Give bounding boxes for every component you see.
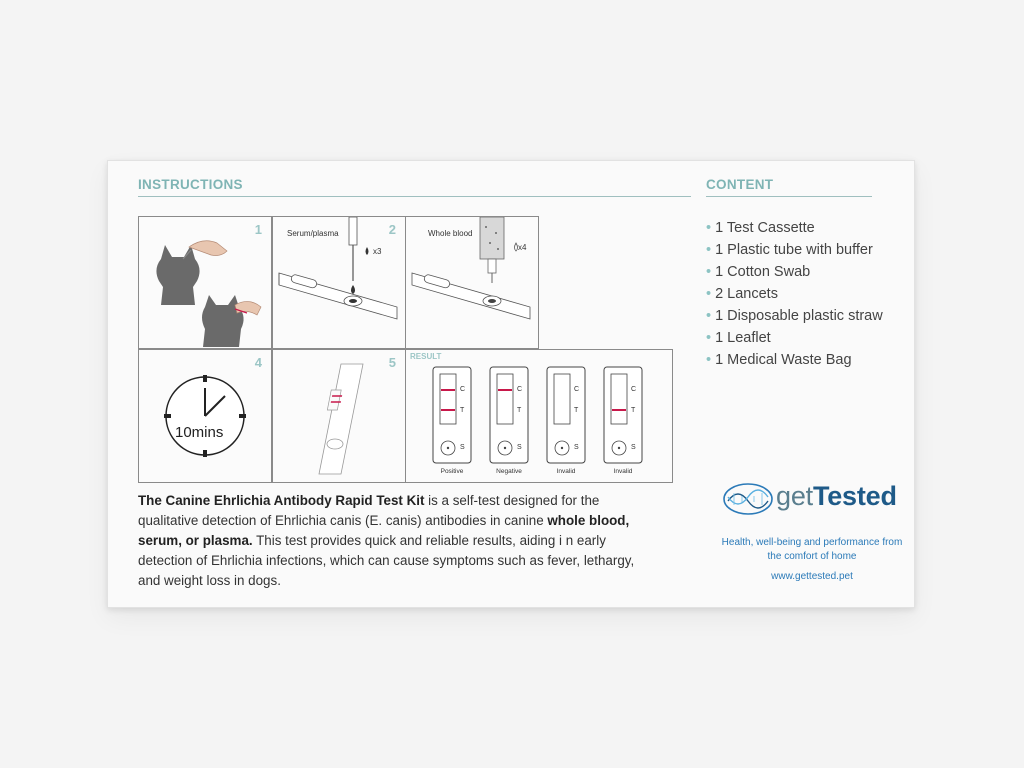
description-text-1: is a self-test designed for the qualitative detection of Ehrlichia canis (E. canis) antibodies in canine xyxy=(138,493,600,528)
result-panel xyxy=(405,349,673,483)
product-description xyxy=(138,491,640,591)
cassette-invalid-1 xyxy=(546,366,586,471)
cassette-negative xyxy=(489,366,529,471)
step-number: 1 xyxy=(254,222,262,237)
step-number: 2 xyxy=(388,222,396,237)
description-bold-2: whole blood, serum, or plasma. xyxy=(138,513,630,548)
sample-mark: S xyxy=(460,444,465,451)
test-mark: T xyxy=(517,407,522,414)
cassette-illustration xyxy=(273,350,405,482)
description-lead: The Canine Ehrlichia Antibody Rapid Test Kit xyxy=(138,493,425,508)
timer-text: 10mins xyxy=(175,424,224,441)
step-panel-4 xyxy=(138,349,272,483)
list-item: • 1 Test Cassette xyxy=(706,220,815,236)
test-kit-box xyxy=(107,160,915,608)
result-label-negative: Negative xyxy=(496,468,522,475)
control-mark: C xyxy=(517,386,523,393)
brand-tagline: Health, well-being and performance from the comfort of home xyxy=(721,537,903,562)
content-title: CONTENT xyxy=(706,177,774,192)
list-item: • 1 Plastic tube with buffer xyxy=(706,242,873,258)
dna-logo-icon xyxy=(722,479,774,519)
control-mark: C xyxy=(574,386,580,393)
instructions-title: INSTRUCTIONS xyxy=(138,177,243,192)
step-panel-5 xyxy=(272,349,406,483)
step-number: 5 xyxy=(388,355,396,370)
list-item: • 2 Lancets xyxy=(706,286,778,302)
step-number: 4 xyxy=(254,355,262,370)
test-mark: T xyxy=(574,407,579,414)
clock-icon xyxy=(139,350,271,482)
content-list xyxy=(706,217,883,371)
sample-mark: S xyxy=(517,444,522,451)
step-panel-3 xyxy=(405,216,539,349)
list-item: • 1 Disposable plastic straw xyxy=(706,308,883,324)
cassette-invalid-2 xyxy=(603,366,643,471)
result-label-invalid-1: Invalid xyxy=(556,468,576,475)
list-item: • 1 Medical Waste Bag xyxy=(706,352,852,368)
content-rule xyxy=(706,196,872,197)
sample-mark: S xyxy=(631,444,636,451)
description-text-2: This test provides quick and reliable results, aiding i n early detection of Ehrlichia infections, which can cause symptoms such as fever, lethargy, and weight loss in dogs. xyxy=(138,533,635,588)
blood-label: Whole blood xyxy=(428,229,473,238)
control-mark: C xyxy=(460,386,466,393)
sample-mark: S xyxy=(574,444,579,451)
test-mark: T xyxy=(631,407,636,414)
brand-logo: getTested xyxy=(776,481,897,511)
control-mark: C xyxy=(631,386,637,393)
result-label-invalid-2: Invalid xyxy=(613,468,633,475)
list-item: • 1 Cotton Swab xyxy=(706,264,811,280)
test-mark: T xyxy=(460,407,465,414)
brand-url[interactable]: www.gettested.pet xyxy=(771,571,853,582)
step-panel-1 xyxy=(138,216,272,349)
cassette-positive xyxy=(432,366,472,471)
dog-swab-illustration xyxy=(139,217,271,348)
blood-drops: x4 xyxy=(518,243,527,252)
instructions-rule xyxy=(138,196,691,197)
serum-drops: x3 xyxy=(373,247,382,256)
list-item: • 1 Leaflet xyxy=(706,330,771,346)
result-label: RESULT xyxy=(410,352,442,361)
step-panel-2 xyxy=(272,216,406,349)
serum-label: Serum/plasma xyxy=(287,229,339,238)
result-label-positive: Positive xyxy=(440,468,464,475)
